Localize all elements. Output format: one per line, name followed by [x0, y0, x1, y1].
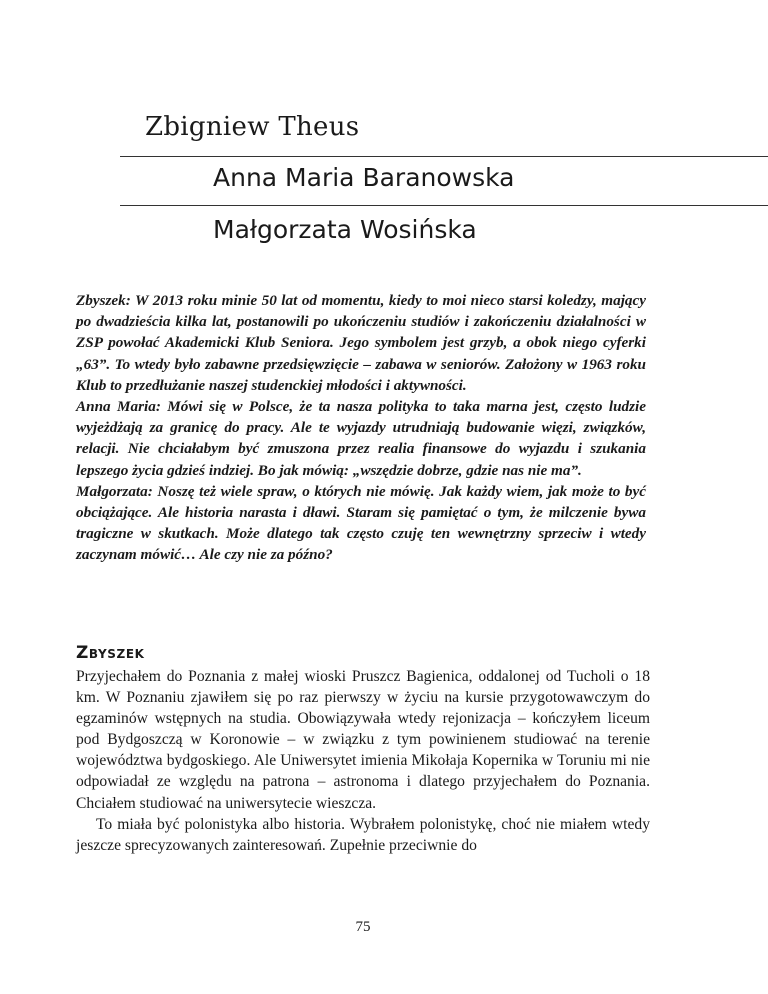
intro-quotes	[76, 290, 646, 566]
intro-quote-malgorzata: Małgorzata: Noszę też wiele spraw, o których nie mówię. Jak każdy wiem, jak może to być obciążające. Ale historia narasta i dławi. Staram się pamiętać o tym, że milczenie bywa tragiczne w skutkach. Może dlatego tak często czuję ten wewnętrzny sprzeciw i wtedy zaczynam mówić… Ale czy nie za późno?	[76, 482, 646, 564]
page-number: 75	[355, 919, 371, 935]
body-paragraph-1: Przyjechałem do Poznania z małej wioski Pruszcz Bagienica, oddalonej od Tucholi o 18 km. W Poznaniu zjawiłem się po raz pierwszy w życiu na kursie przygotowawczym do egzaminów wstępnych na studia. Obowiązywała wtedy rejonizacja – kończyłem liceum pod Bydgoszczą w Koronowie – w związku z tym powinienem studiować na terenie województwa bydgoskiego. Ale Uniwersytet imienia Mikołaja Kopernika w Toruniu mi nie odpowiadał ze względu na patrona – astronoma i dlatego przyjechałem do Poznania. Chciałem studiować na uniwersytecie wieszcza.	[76, 668, 650, 812]
author-divider-2	[120, 205, 768, 206]
intro-quote-zbyszek: Zbyszek: W 2013 roku minie 50 lat od momentu, kiedy to moi nieco starsi koledzy, mający po dwadzieścia kilka lat, postanowili po ukończeniu studiów i zakończeniu działalności w ZSP powołać Akademicki Klub Seniora. Jego symbolem jest grzyb, a obok niego cyferki „63”. To wtedy było zabawne przedsięwzięcie – zabawa w seniorów. Założony w 1963 roku Klub to przedłużanie naszej studenckiej młodości i aktywności.	[76, 292, 646, 394]
author-name-2: Anna Maria Baranowska	[213, 163, 515, 192]
body-paragraph-2: To miała być polonistyka albo historia. Wybrałem polonistykę, choć nie miałem wtedy jeszcze sprecyzowanych zainteresowań. Zupełnie przeciwnie do	[76, 815, 650, 854]
author-name-1: Zbigniew Theus	[145, 112, 360, 142]
author-divider-1	[120, 156, 768, 157]
body-text	[76, 666, 650, 856]
section-heading: Zbyszek	[76, 643, 145, 663]
intro-quote-anna-maria: Anna Maria: Mówi się w Polsce, że ta nasza polityka to taka marna jest, często ludzie wyjeżdżają za granicę do pracy. Ale te wyjazdy utrudniają budowanie więzi, związków, relacji. Nie chciałabym być zmuszona przez realia finansowe do wyjazdu i szukania lepszego życia gdzieś indziej. Bo jak mówią: „wszędzie dobrze, gdzie nas nie ma”.	[76, 398, 646, 479]
author-name-3: Małgorzata Wosińska	[213, 215, 477, 244]
